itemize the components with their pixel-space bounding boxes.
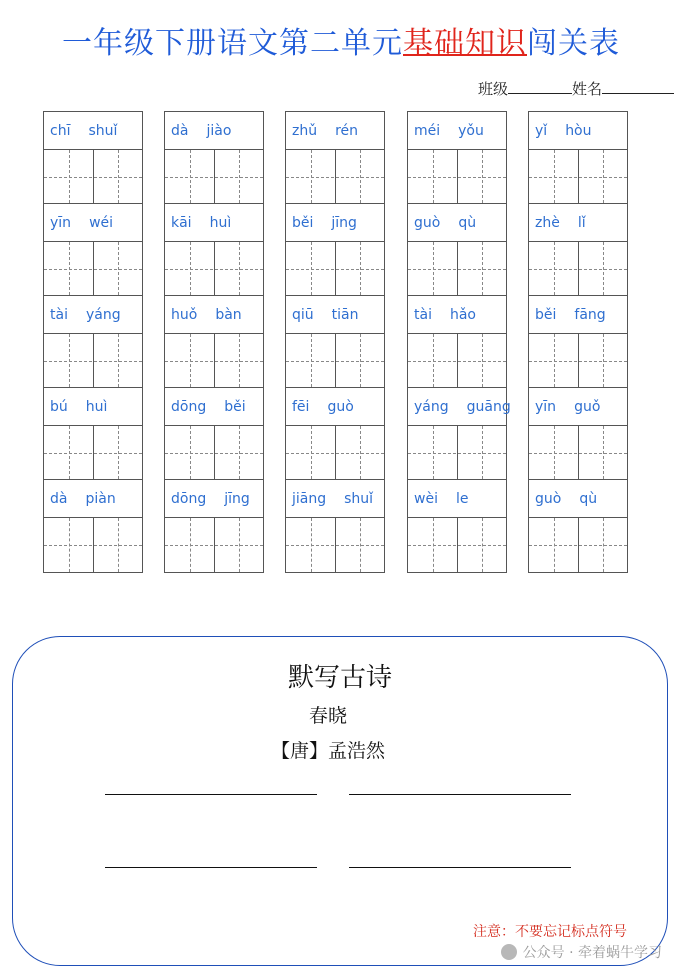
pinyin-row — [408, 480, 506, 518]
word-column — [407, 111, 511, 573]
pinyin-syllable: jiāng — [292, 490, 327, 507]
pinyin-syllable: kāi — [171, 214, 192, 231]
pinyin-syllable: bú — [50, 398, 68, 415]
word-cell — [165, 296, 263, 388]
pinyin-row — [408, 112, 506, 150]
tianzige-box[interactable] — [529, 150, 627, 204]
tianzige-box[interactable] — [286, 334, 384, 388]
word-cell — [165, 204, 263, 296]
tianzige-box[interactable] — [165, 518, 263, 572]
word-cell — [286, 480, 384, 572]
word-cell — [529, 480, 627, 572]
punctuation-note: 注意：不要忘记标点符号 — [473, 924, 627, 940]
pinyin-row — [44, 296, 142, 334]
word-cell — [165, 388, 263, 480]
pinyin-syllable: lǐ — [577, 214, 586, 231]
page-title — [0, 18, 682, 62]
pinyin-syllable: le — [455, 490, 469, 507]
pinyin-row — [286, 480, 384, 518]
pinyin-syllable: wèi — [414, 490, 438, 507]
tianzige-box[interactable] — [44, 150, 142, 204]
word-cell — [408, 388, 511, 480]
pinyin-syllable: yīn — [535, 398, 557, 415]
pinyin-syllable: guò — [327, 398, 354, 415]
tianzige-box[interactable] — [529, 334, 627, 388]
pinyin-syllable: méi — [414, 122, 441, 139]
pinyin-syllable: rén — [335, 122, 359, 139]
word-cell — [408, 296, 506, 388]
word-column — [528, 111, 628, 573]
pinyin-syllable: guò — [414, 214, 441, 231]
pinyin-syllable: jīng — [224, 490, 250, 507]
word-column — [164, 111, 264, 573]
pinyin-syllable: yáng — [85, 306, 121, 323]
pinyin-row — [408, 204, 506, 242]
writing-line[interactable] — [349, 867, 571, 868]
pinyin-syllable: guǒ — [574, 398, 601, 415]
pinyin-syllable: huǒ — [171, 306, 198, 323]
tianzige-box[interactable] — [165, 426, 263, 480]
pinyin-syllable: qù — [579, 490, 598, 507]
pinyin-syllable: guò — [535, 490, 562, 507]
pinyin-syllable: huì — [209, 214, 232, 231]
pinyin-row — [44, 204, 142, 242]
pinyin-syllable: jiào — [206, 122, 232, 139]
pinyin-syllable: guāng — [466, 398, 511, 415]
writing-line[interactable] — [105, 867, 317, 868]
word-cell — [286, 204, 384, 296]
pinyin-syllable: běi — [535, 306, 557, 323]
tianzige-box[interactable] — [408, 334, 506, 388]
watermark — [501, 942, 662, 962]
pinyin-syllable: qù — [458, 214, 477, 231]
pinyin-syllable: zhè — [535, 214, 560, 231]
word-cell — [529, 204, 627, 296]
pinyin-row — [165, 480, 263, 518]
word-cell — [286, 112, 384, 204]
poem-section — [12, 636, 668, 966]
tianzige-box[interactable] — [286, 518, 384, 572]
title-highlight: 基础知识 — [403, 26, 527, 61]
pinyin-syllable: shuǐ — [344, 490, 374, 507]
pinyin-syllable: dà — [50, 490, 68, 507]
tianzige-box[interactable] — [44, 334, 142, 388]
tianzige-box[interactable] — [529, 426, 627, 480]
tianzige-box[interactable] — [408, 150, 506, 204]
pinyin-syllable: hǎo — [449, 306, 476, 323]
word-cell — [165, 112, 263, 204]
pinyin-row — [165, 388, 263, 426]
class-blank[interactable] — [508, 79, 572, 94]
pinyin-syllable: dōng — [171, 490, 207, 507]
writing-line[interactable] — [349, 794, 571, 795]
class-label: 班级 — [477, 80, 508, 98]
pinyin-row — [44, 112, 142, 150]
pinyin-syllable: yǐ — [535, 122, 548, 139]
pinyin-row — [165, 296, 263, 334]
pinyin-syllable: fāng — [574, 306, 606, 323]
pinyin-row — [165, 204, 263, 242]
tianzige-box[interactable] — [408, 518, 506, 572]
pinyin-syllable: dà — [171, 122, 189, 139]
pinyin-syllable: zhǔ — [292, 122, 318, 139]
word-column — [43, 111, 143, 573]
pinyin-syllable: shuǐ — [88, 122, 118, 139]
pinyin-row — [286, 388, 384, 426]
pinyin-row — [529, 480, 627, 518]
word-cell — [286, 296, 384, 388]
pinyin-syllable: tiān — [331, 306, 359, 323]
pinyin-row — [408, 296, 506, 334]
tianzige-box[interactable] — [44, 242, 142, 296]
tianzige-box[interactable] — [529, 242, 627, 296]
word-cell — [44, 388, 142, 480]
word-cell — [529, 388, 627, 480]
pinyin-row — [165, 112, 263, 150]
pinyin-syllable: wéi — [89, 214, 114, 231]
word-cell — [44, 480, 142, 572]
pinyin-row — [529, 388, 627, 426]
pinyin-syllable: běi — [292, 214, 314, 231]
watermark-text: 公众号 · 牵着蜗牛学习 — [522, 945, 662, 961]
name-blank[interactable] — [602, 79, 674, 94]
pinyin-syllable: bàn — [215, 306, 242, 323]
word-cell — [44, 112, 142, 204]
pinyin-row — [44, 388, 142, 426]
word-cell — [408, 204, 506, 296]
tianzige-box[interactable] — [286, 150, 384, 204]
pinyin-syllable: chī — [50, 122, 71, 139]
pinyin-syllable: tài — [414, 306, 432, 323]
pinyin-row — [286, 112, 384, 150]
poem-author: 【唐】孟浩然 — [270, 740, 385, 762]
pinyin-row — [529, 112, 627, 150]
wechat-icon — [501, 944, 517, 960]
poem-name: 春晓 — [308, 705, 347, 727]
tianzige-box[interactable] — [165, 150, 263, 204]
tianzige-box[interactable] — [529, 518, 627, 572]
word-cell — [165, 480, 263, 572]
name-label: 姓名 — [571, 80, 602, 98]
writing-line[interactable] — [105, 794, 317, 795]
word-cell — [408, 480, 506, 572]
pinyin-syllable: tài — [50, 306, 68, 323]
pinyin-syllable: běi — [224, 398, 246, 415]
title-suffix: 闯关表 — [527, 26, 620, 61]
tianzige-box[interactable] — [165, 334, 263, 388]
title-prefix: 一年级下册语文第二单元 — [62, 26, 403, 61]
pinyin-syllable: yáng — [414, 398, 449, 415]
word-cell — [44, 296, 142, 388]
pinyin-syllable: yīn — [50, 214, 72, 231]
pinyin-syllable: fēi — [292, 398, 310, 415]
pinyin-row — [529, 204, 627, 242]
pinyin-row — [408, 388, 511, 426]
word-cell — [44, 204, 142, 296]
pinyin-row — [286, 204, 384, 242]
tianzige-box[interactable] — [44, 518, 142, 572]
tianzige-box[interactable] — [44, 426, 142, 480]
tianzige-box[interactable] — [408, 242, 506, 296]
word-cell — [286, 388, 384, 480]
tianzige-box[interactable] — [408, 426, 506, 480]
pinyin-syllable: hòu — [565, 122, 592, 139]
word-cell — [529, 296, 627, 388]
pinyin-syllable: jīng — [331, 214, 357, 231]
tianzige-box[interactable] — [286, 242, 384, 296]
pinyin-row — [44, 480, 142, 518]
pinyin-syllable: qiū — [292, 306, 314, 323]
pinyin-syllable: huì — [85, 398, 108, 415]
pinyin-syllable: dōng — [171, 398, 207, 415]
tianzige-box[interactable] — [286, 426, 384, 480]
word-cell — [408, 112, 506, 204]
word-cell — [529, 112, 627, 204]
poem-heading: 默写古诗 — [287, 663, 392, 693]
pinyin-syllable: piàn — [85, 490, 116, 507]
tianzige-box[interactable] — [165, 242, 263, 296]
pinyin-syllable: yǒu — [458, 122, 484, 139]
student-info — [478, 78, 674, 99]
word-column — [285, 111, 385, 573]
pinyin-row — [529, 296, 627, 334]
pinyin-row — [286, 296, 384, 334]
